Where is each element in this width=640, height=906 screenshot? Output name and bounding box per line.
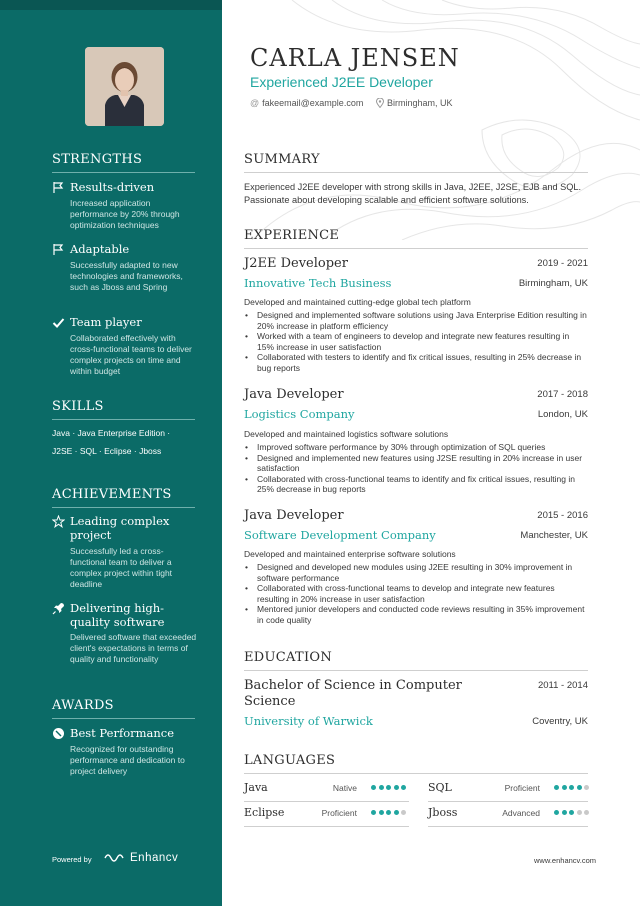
language-name: Java: [244, 781, 268, 794]
job-company: Logistics Company: [244, 407, 355, 421]
summary-heading: SUMMARY: [244, 152, 320, 167]
location-text: Birmingham, UK: [387, 98, 453, 108]
medal-icon: [52, 727, 65, 740]
list-item: • Designed and developed new modules using J2EE resulting in 30% improvement in software performance: [244, 562, 588, 583]
achievement-desc: Successfully led a cross-functional team to deliver a complex project within tight deadline: [70, 546, 173, 589]
job-location: Birmingham, UK: [518, 278, 588, 289]
job-dates: 2019 - 2021: [537, 258, 588, 269]
rating-dot-filled: [394, 785, 399, 790]
language-name: SQL: [428, 781, 452, 794]
language-rating: [554, 810, 589, 815]
education-location: Coventry, UK: [532, 716, 588, 727]
language-name: Eclipse: [244, 806, 285, 819]
education-divider: [244, 670, 588, 671]
rocket-icon: [52, 602, 65, 615]
award-desc: Recognized for outstanding performance and dedication to project delivery: [70, 744, 185, 776]
skills-list: J2SE · SQL · Eclipse · Jboss: [52, 446, 162, 456]
education-dates: 2011 - 2014: [537, 680, 588, 691]
strength-desc: Increased application performance by 20% through optimization techniques: [70, 198, 180, 230]
rating-dot-empty: [584, 810, 589, 815]
enhancv-brand-text: Enhancv: [130, 852, 179, 864]
strength-title: Team player: [70, 315, 142, 329]
job-dates: 2017 - 2018: [537, 389, 588, 400]
awards-divider: [52, 718, 195, 719]
list-item: • Improved software performance by 30% through optimization of SQL queries: [244, 442, 588, 453]
rating-dot-filled: [554, 785, 559, 790]
language-divider: [244, 801, 409, 802]
summary-divider: [244, 172, 588, 173]
rating-dot-empty: [577, 810, 582, 815]
rating-dot-filled: [569, 810, 574, 815]
star-icon: [52, 515, 65, 528]
rating-dot-filled: [386, 785, 391, 790]
language-level: Advanced: [502, 808, 540, 818]
language-level: Native: [332, 783, 357, 793]
job-company: Software Development Company: [244, 528, 436, 542]
profile-photo: [85, 47, 164, 126]
rating-dot-filled: [569, 785, 574, 790]
job-title: Java Developer: [244, 387, 344, 402]
flag-icon: [52, 181, 65, 194]
enhancv-logo-icon: [104, 852, 126, 864]
languages-divider: [244, 773, 588, 774]
flag-icon: [52, 243, 65, 256]
list-item: • Collaborated with cross-functional teams to identify and fix critical issues, resulting in 25% decrease in bug reports: [244, 474, 588, 495]
rating-dot-filled: [371, 810, 376, 815]
list-item: • Mentored junior developers and conducted code reviews resulting in 35% improvement in code quality: [244, 604, 588, 625]
language-rating: [554, 785, 589, 790]
rating-dot-filled: [562, 810, 567, 815]
list-item: • Collaborated with testers to identify and fix critical issues, resulting in 25% decrease in bug reports: [244, 352, 588, 373]
rating-dot-filled: [562, 785, 567, 790]
rating-dot-filled: [379, 785, 384, 790]
rating-dot-filled: [577, 785, 582, 790]
language-divider: [428, 801, 588, 802]
strength-title: Results-driven: [70, 180, 155, 194]
language-rating: [371, 785, 406, 790]
job-bullets: [244, 442, 588, 495]
sidebar: [0, 0, 222, 906]
candidate-role: Experienced J2EE Developer: [250, 74, 433, 90]
strength-desc: Successfully adapted to new technologies and frameworks, such as Jboss and Spring: [70, 260, 183, 292]
award-title: Best Performance: [70, 726, 175, 740]
rating-dot-filled: [401, 785, 406, 790]
achievement-title: Delivering high-quality software: [70, 601, 165, 629]
skills-heading: SKILLS: [52, 399, 104, 414]
job-title: Java Developer: [244, 508, 344, 523]
rating-dot-filled: [371, 785, 376, 790]
language-divider: [244, 826, 409, 827]
at-icon: @: [250, 98, 260, 108]
list-item: • Worked with a team of engineers to develop and integrate new features resulting in 15% increase in user satisfaction: [244, 331, 588, 352]
rating-dot-empty: [584, 785, 589, 790]
experience-divider: [244, 248, 588, 249]
job-dates: 2015 - 2016: [537, 510, 588, 521]
candidate-name: CARLA JENSEN: [250, 44, 460, 72]
enhancv-logo[interactable]: [104, 850, 178, 866]
rating-dot-filled: [386, 810, 391, 815]
job-bullets: [244, 562, 588, 626]
achievement-title: Leading complex project: [70, 514, 170, 542]
sidebar-top-bar: [0, 0, 222, 10]
location-pin-icon: [376, 98, 384, 108]
rating-dot-empty: [401, 810, 406, 815]
strengths-heading: STRENGTHS: [52, 152, 143, 167]
job-title: J2EE Developer: [244, 256, 348, 271]
job-description: Developed and maintained cutting-edge global tech platform: [244, 297, 471, 307]
list-item: • Collaborated with cross-functional teams to develop and integrate new features resulting in 20% increase in user satisfaction: [244, 583, 588, 604]
rating-dot-filled: [554, 810, 559, 815]
list-item: • Designed and implemented new features using J2SE resulting in 20% increase in user satisfaction: [244, 453, 588, 474]
strengths-divider: [52, 172, 195, 173]
email-contact[interactable]: [250, 98, 363, 108]
awards-heading: AWARDS: [52, 698, 114, 713]
education-heading: EDUCATION: [244, 650, 333, 665]
skills-list: Java · Java Enterprise Edition ·: [52, 428, 171, 438]
job-bullets: [244, 310, 588, 374]
summary-text: Experienced J2EE developer with strong skills in Java, J2EE, J2SE, EJB and SQL. Passionate about developing scalable and efficient software solutions.: [244, 182, 582, 205]
website-link[interactable]: www.enhancv.com: [534, 856, 596, 865]
location-contact: [376, 98, 453, 108]
education-school: University of Warwick: [244, 714, 373, 728]
achievement-desc: Delivered software that exceeded client's expectations in terms of quality and functionality: [70, 632, 197, 664]
job-description: Developed and maintained enterprise software solutions: [244, 549, 456, 559]
powered-by-label: Powered by: [52, 855, 92, 864]
rating-dot-filled: [379, 810, 384, 815]
language-level: Proficient: [504, 783, 540, 793]
job-location: Manchester, UK: [520, 530, 588, 541]
strength-title: Adaptable: [70, 242, 130, 256]
check-icon: [52, 316, 65, 329]
job-location: London, UK: [537, 409, 588, 420]
skills-divider: [52, 419, 195, 420]
strength-desc: Collaborated effectively with cross-functional teams to deliver complex projects on time and within budget: [70, 333, 192, 376]
language-rating: [371, 810, 406, 815]
achievements-heading: ACHIEVEMENTS: [52, 487, 172, 502]
list-item: • Designed and implemented software solutions using Java Enterprise Edition resulting in 20% increase in platform efficiency: [244, 310, 588, 331]
email-text: fakeemail@example.com: [262, 98, 364, 108]
experience-heading: EXPERIENCE: [244, 228, 340, 243]
language-name: Jboss: [428, 806, 458, 819]
rating-dot-filled: [394, 810, 399, 815]
job-description: Developed and maintained logistics software solutions: [244, 429, 449, 439]
language-level: Proficient: [321, 808, 357, 818]
languages-heading: LANGUAGES: [244, 753, 336, 768]
language-divider: [428, 826, 588, 827]
job-company: Innovative Tech Business: [244, 276, 392, 290]
achievements-divider: [52, 507, 195, 508]
education-degree: Bachelor of Science in Computer Science: [244, 678, 462, 709]
